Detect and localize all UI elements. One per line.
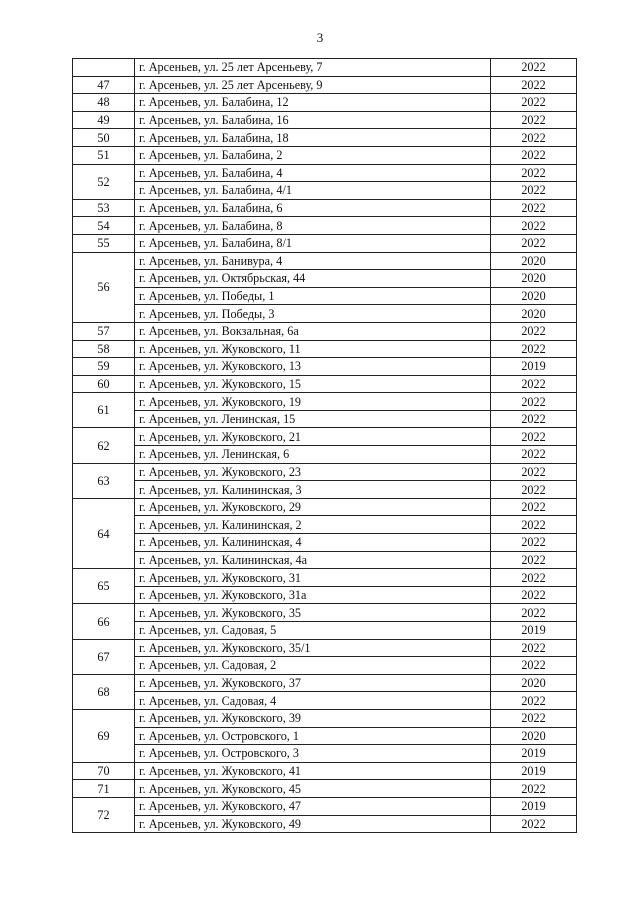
address-cell: г. Арсеньев, ул. Балабина, 8/1 xyxy=(135,234,491,252)
address-cell: г. Арсеньев, ул. Ленинская, 15 xyxy=(135,410,491,428)
address-cell: г. Арсеньев, ул. Балабина, 12 xyxy=(135,94,491,112)
address-cell: г. Арсеньев, ул. Жуковского, 39 xyxy=(135,709,491,727)
year-cell: 2022 xyxy=(491,481,577,499)
address-cell: г. Арсеньев, ул. Садовая, 4 xyxy=(135,692,491,710)
table-row xyxy=(73,270,577,288)
row-number: 62 xyxy=(73,428,135,463)
table-row xyxy=(73,446,577,464)
table-row xyxy=(73,305,577,323)
table-row xyxy=(73,164,577,182)
address-cell: г. Арсеньев, ул. Балабина, 4 xyxy=(135,164,491,182)
year-cell: 2022 xyxy=(491,375,577,393)
address-cell: г. Арсеньев, ул. Победы, 1 xyxy=(135,287,491,305)
year-cell: 2022 xyxy=(491,709,577,727)
table-row xyxy=(73,393,577,411)
address-cell: г. Арсеньев, ул. Балабина, 6 xyxy=(135,199,491,217)
table-row xyxy=(73,463,577,481)
year-cell: 2020 xyxy=(491,287,577,305)
year-cell: 2022 xyxy=(491,322,577,340)
address-cell: г. Арсеньев, ул. Островского, 3 xyxy=(135,745,491,763)
table-row xyxy=(73,111,577,129)
address-cell: г. Арсеньев, ул. 25 лет Арсеньеву, 9 xyxy=(135,76,491,94)
year-cell: 2022 xyxy=(491,199,577,217)
year-cell: 2019 xyxy=(491,622,577,640)
row-number: 71 xyxy=(73,780,135,798)
table-row xyxy=(73,340,577,358)
year-cell: 2022 xyxy=(491,780,577,798)
year-cell: 2022 xyxy=(491,111,577,129)
year-cell: 2022 xyxy=(491,428,577,446)
year-cell: 2022 xyxy=(491,129,577,147)
year-cell: 2022 xyxy=(491,146,577,164)
year-cell: 2020 xyxy=(491,727,577,745)
table-row xyxy=(73,146,577,164)
table-row xyxy=(73,657,577,675)
row-number: 55 xyxy=(73,234,135,252)
table-row xyxy=(73,815,577,833)
year-cell: 2022 xyxy=(491,446,577,464)
year-cell: 2022 xyxy=(491,534,577,552)
address-cell: г. Арсеньев, ул. Жуковского, 13 xyxy=(135,358,491,376)
row-number: 63 xyxy=(73,463,135,498)
table-row xyxy=(73,322,577,340)
housing-table xyxy=(72,58,577,833)
year-cell: 2022 xyxy=(491,692,577,710)
table-row xyxy=(73,287,577,305)
row-number: 61 xyxy=(73,393,135,428)
page-number: 3 xyxy=(316,30,324,45)
row-number: 65 xyxy=(73,569,135,604)
year-cell: 2022 xyxy=(491,94,577,112)
address-cell: г. Арсеньев, ул. Балабина, 18 xyxy=(135,129,491,147)
address-cell: г. Арсеньев, ул. Ленинская, 6 xyxy=(135,446,491,464)
year-cell: 2022 xyxy=(491,463,577,481)
table-row xyxy=(73,745,577,763)
address-cell: г. Арсеньев, ул. Жуковского, 35/1 xyxy=(135,639,491,657)
table-row xyxy=(73,709,577,727)
row-number: 59 xyxy=(73,358,135,376)
row-number: 58 xyxy=(73,340,135,358)
table-row xyxy=(73,674,577,692)
address-cell: г. Арсеньев, ул. Жуковского, 29 xyxy=(135,498,491,516)
address-cell: г. Арсеньев, ул. Балабина, 4/1 xyxy=(135,182,491,200)
table-row xyxy=(73,182,577,200)
table-row xyxy=(73,780,577,798)
address-cell: г. Арсеньев, ул. Жуковского, 19 xyxy=(135,393,491,411)
row-number: 48 xyxy=(73,94,135,112)
row-number: 50 xyxy=(73,129,135,147)
year-cell: 2022 xyxy=(491,76,577,94)
year-cell: 2022 xyxy=(491,182,577,200)
address-cell: г. Арсеньев, ул. Островского, 1 xyxy=(135,727,491,745)
table-row xyxy=(73,129,577,147)
table-row xyxy=(73,498,577,516)
address-cell: г. Арсеньев, ул. Жуковского, 15 xyxy=(135,375,491,393)
year-cell: 2022 xyxy=(491,59,577,77)
address-cell: г. Арсеньев, ул. Балабина, 16 xyxy=(135,111,491,129)
address-cell: г. Арсеньев, ул. Калининская, 3 xyxy=(135,481,491,499)
address-cell: г. Арсеньев, ул. Садовая, 2 xyxy=(135,657,491,675)
row-number: 69 xyxy=(73,709,135,762)
year-cell: 2020 xyxy=(491,252,577,270)
year-cell: 2019 xyxy=(491,797,577,815)
table-row xyxy=(73,639,577,657)
year-cell: 2022 xyxy=(491,234,577,252)
address-cell: г. Арсеньев, ул. Жуковского, 35 xyxy=(135,604,491,622)
table-row xyxy=(73,586,577,604)
table-row xyxy=(73,199,577,217)
address-cell: г. Арсеньев, ул. Калининская, 4а xyxy=(135,551,491,569)
address-cell: г. Арсеньев, ул. 25 лет Арсеньеву, 7 xyxy=(135,59,491,77)
address-cell: г. Арсеньев, ул. Жуковского, 31а xyxy=(135,586,491,604)
year-cell: 2022 xyxy=(491,586,577,604)
address-cell: г. Арсеньев, ул. Банивура, 4 xyxy=(135,252,491,270)
row-number: 66 xyxy=(73,604,135,639)
year-cell: 2022 xyxy=(491,657,577,675)
table-row xyxy=(73,252,577,270)
table-row xyxy=(73,76,577,94)
address-cell: г. Арсеньев, ул. Жуковского, 45 xyxy=(135,780,491,798)
address-cell: г. Арсеньев, ул. Октябрьская, 44 xyxy=(135,270,491,288)
table-row xyxy=(73,534,577,552)
year-cell: 2022 xyxy=(491,516,577,534)
year-cell: 2020 xyxy=(491,674,577,692)
year-cell: 2022 xyxy=(491,217,577,235)
table-row xyxy=(73,797,577,815)
address-cell: г. Арсеньев, ул. Балабина, 2 xyxy=(135,146,491,164)
address-cell: г. Арсеньев, ул. Жуковского, 37 xyxy=(135,674,491,692)
table-row xyxy=(73,762,577,780)
row-number: 68 xyxy=(73,674,135,709)
address-cell: г. Арсеньев, ул. Жуковского, 31 xyxy=(135,569,491,587)
address-cell: г. Арсеньев, ул. Калининская, 2 xyxy=(135,516,491,534)
table-row xyxy=(73,410,577,428)
row-number: 51 xyxy=(73,146,135,164)
address-cell: г. Арсеньев, ул. Вокзальная, 6а xyxy=(135,322,491,340)
address-cell: г. Арсеньев, ул. Балабина, 8 xyxy=(135,217,491,235)
housing-table-body xyxy=(73,59,577,833)
address-cell: г. Арсеньев, ул. Победы, 3 xyxy=(135,305,491,323)
year-cell: 2022 xyxy=(491,551,577,569)
row-number: 60 xyxy=(73,375,135,393)
address-cell: г. Арсеньев, ул. Садовая, 5 xyxy=(135,622,491,640)
year-cell: 2022 xyxy=(491,393,577,411)
table-row xyxy=(73,727,577,745)
year-cell: 2022 xyxy=(491,639,577,657)
row-number: 70 xyxy=(73,762,135,780)
row-number xyxy=(73,59,135,77)
row-number: 72 xyxy=(73,797,135,832)
table-row xyxy=(73,692,577,710)
row-number: 64 xyxy=(73,498,135,568)
address-cell: г. Арсеньев, ул. Жуковского, 23 xyxy=(135,463,491,481)
row-number: 56 xyxy=(73,252,135,322)
year-cell: 2022 xyxy=(491,410,577,428)
table-row xyxy=(73,428,577,446)
table-row xyxy=(73,94,577,112)
address-cell: г. Арсеньев, ул. Жуковского, 21 xyxy=(135,428,491,446)
table-row xyxy=(73,234,577,252)
year-cell: 2020 xyxy=(491,305,577,323)
row-number: 67 xyxy=(73,639,135,674)
year-cell: 2022 xyxy=(491,569,577,587)
year-cell: 2019 xyxy=(491,358,577,376)
year-cell: 2022 xyxy=(491,164,577,182)
address-cell: г. Арсеньев, ул. Жуковского, 11 xyxy=(135,340,491,358)
table-row xyxy=(73,375,577,393)
year-cell: 2020 xyxy=(491,270,577,288)
table-row xyxy=(73,481,577,499)
table-row xyxy=(73,358,577,376)
address-cell: г. Арсеньев, ул. Жуковского, 47 xyxy=(135,797,491,815)
year-cell: 2022 xyxy=(491,498,577,516)
row-number: 57 xyxy=(73,322,135,340)
year-cell: 2019 xyxy=(491,745,577,763)
year-cell: 2019 xyxy=(491,762,577,780)
year-cell: 2022 xyxy=(491,340,577,358)
row-number: 52 xyxy=(73,164,135,199)
row-number: 53 xyxy=(73,199,135,217)
row-number: 54 xyxy=(73,217,135,235)
year-cell: 2022 xyxy=(491,815,577,833)
address-cell: г. Арсеньев, ул. Жуковского, 49 xyxy=(135,815,491,833)
table-row xyxy=(73,551,577,569)
row-number: 47 xyxy=(73,76,135,94)
table-row xyxy=(73,622,577,640)
table-row xyxy=(73,59,577,77)
row-number: 49 xyxy=(73,111,135,129)
table-row xyxy=(73,604,577,622)
address-cell: г. Арсеньев, ул. Жуковского, 41 xyxy=(135,762,491,780)
table-row xyxy=(73,516,577,534)
address-cell: г. Арсеньев, ул. Калининская, 4 xyxy=(135,534,491,552)
table-row xyxy=(73,569,577,587)
year-cell: 2022 xyxy=(491,604,577,622)
table-row xyxy=(73,217,577,235)
